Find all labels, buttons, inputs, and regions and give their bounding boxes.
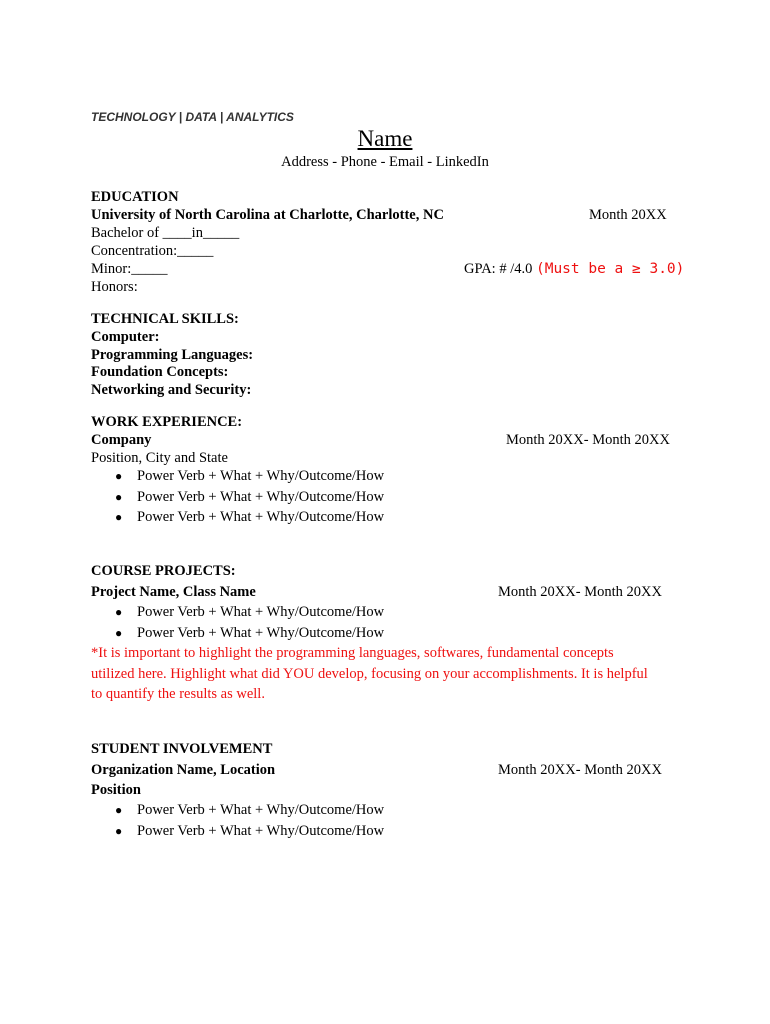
involvement-heading: STUDENT INVOLVEMENT bbox=[91, 741, 273, 757]
skills-heading: TECHNICAL SKILLS: bbox=[91, 311, 239, 327]
minor-line: Minor:_____ bbox=[91, 261, 168, 277]
gpa-line bbox=[464, 260, 684, 278]
work-date: Month 20XX- Month 20XX bbox=[506, 432, 670, 448]
project-note-line-2: utilized here. Highlight what did YOU develop, focusing on your accomplishments. It is helpful bbox=[91, 666, 648, 682]
work-bullet-list bbox=[91, 467, 384, 529]
list-item: ● Power Verb + What + Why/Outcome/How bbox=[115, 604, 385, 620]
list-item: ● Power Verb + What + Why/Outcome/How bbox=[115, 468, 385, 484]
header-tagline: TECHNOLOGY | DATA | ANALYTICS bbox=[91, 110, 294, 124]
project-bullet-list bbox=[91, 603, 384, 644]
involvement-date: Month 20XX- Month 20XX bbox=[498, 762, 662, 778]
work-heading: WORK EXPERIENCE: bbox=[91, 414, 243, 430]
skill-foundation-concepts: Foundation Concepts: bbox=[91, 364, 229, 380]
gpa-value: GPA: # /4.0 bbox=[464, 261, 533, 277]
list-item: ● Power Verb + What + Why/Outcome/How bbox=[115, 624, 385, 641]
education-date: Month 20XX bbox=[589, 207, 667, 223]
involvement-bullet-list bbox=[91, 801, 384, 842]
education-heading: EDUCATION bbox=[91, 189, 179, 205]
project-title: Project Name, Class Name bbox=[91, 584, 256, 600]
list-item: ● Power Verb + What + Why/Outcome/How bbox=[115, 822, 385, 839]
honors-line: Honors: bbox=[91, 279, 138, 295]
skill-networking-security: Networking and Security: bbox=[91, 382, 252, 398]
bullet-icon: ● bbox=[115, 489, 123, 504]
list-item: ● Power Verb + What + Why/Outcome/How bbox=[115, 509, 385, 525]
involvement-position: Position bbox=[91, 782, 141, 798]
bullet-icon: ● bbox=[115, 823, 123, 838]
bullet-icon: ● bbox=[115, 510, 123, 524]
degree-line: Bachelor of ____in_____ bbox=[91, 225, 240, 241]
projects-heading: COURSE PROJECTS: bbox=[91, 563, 236, 579]
list-item: ● Power Verb + What + Why/Outcome/How bbox=[115, 488, 385, 505]
project-note-line-3: to quantify the results as well. bbox=[91, 686, 265, 702]
work-position: Position, City and State bbox=[91, 450, 228, 466]
skill-computer: Computer: bbox=[91, 329, 160, 345]
project-date: Month 20XX- Month 20XX bbox=[498, 584, 662, 600]
concentration-line: Concentration:_____ bbox=[91, 243, 214, 259]
project-note-line-1: *It is important to highlight the programming languages, softwares, fundamental concepts bbox=[91, 645, 614, 661]
university-name: University of North Carolina at Charlotte, Charlotte, NC bbox=[91, 207, 444, 223]
resume-name: Name bbox=[357, 126, 413, 151]
work-company: Company bbox=[91, 432, 152, 448]
bullet-icon: ● bbox=[115, 605, 123, 619]
contact-line: Address - Phone - Email - LinkedIn bbox=[281, 154, 489, 170]
skill-programming-languages: Programming Languages: bbox=[91, 347, 254, 363]
bullet-icon: ● bbox=[115, 803, 123, 817]
list-item: ● Power Verb + What + Why/Outcome/How bbox=[115, 802, 385, 818]
organization-name: Organization Name, Location bbox=[91, 762, 276, 778]
gpa-requirement-note: (Must be a ≥ 3.0) bbox=[535, 261, 685, 277]
bullet-icon: ● bbox=[115, 625, 123, 640]
bullet-icon: ● bbox=[115, 469, 123, 483]
